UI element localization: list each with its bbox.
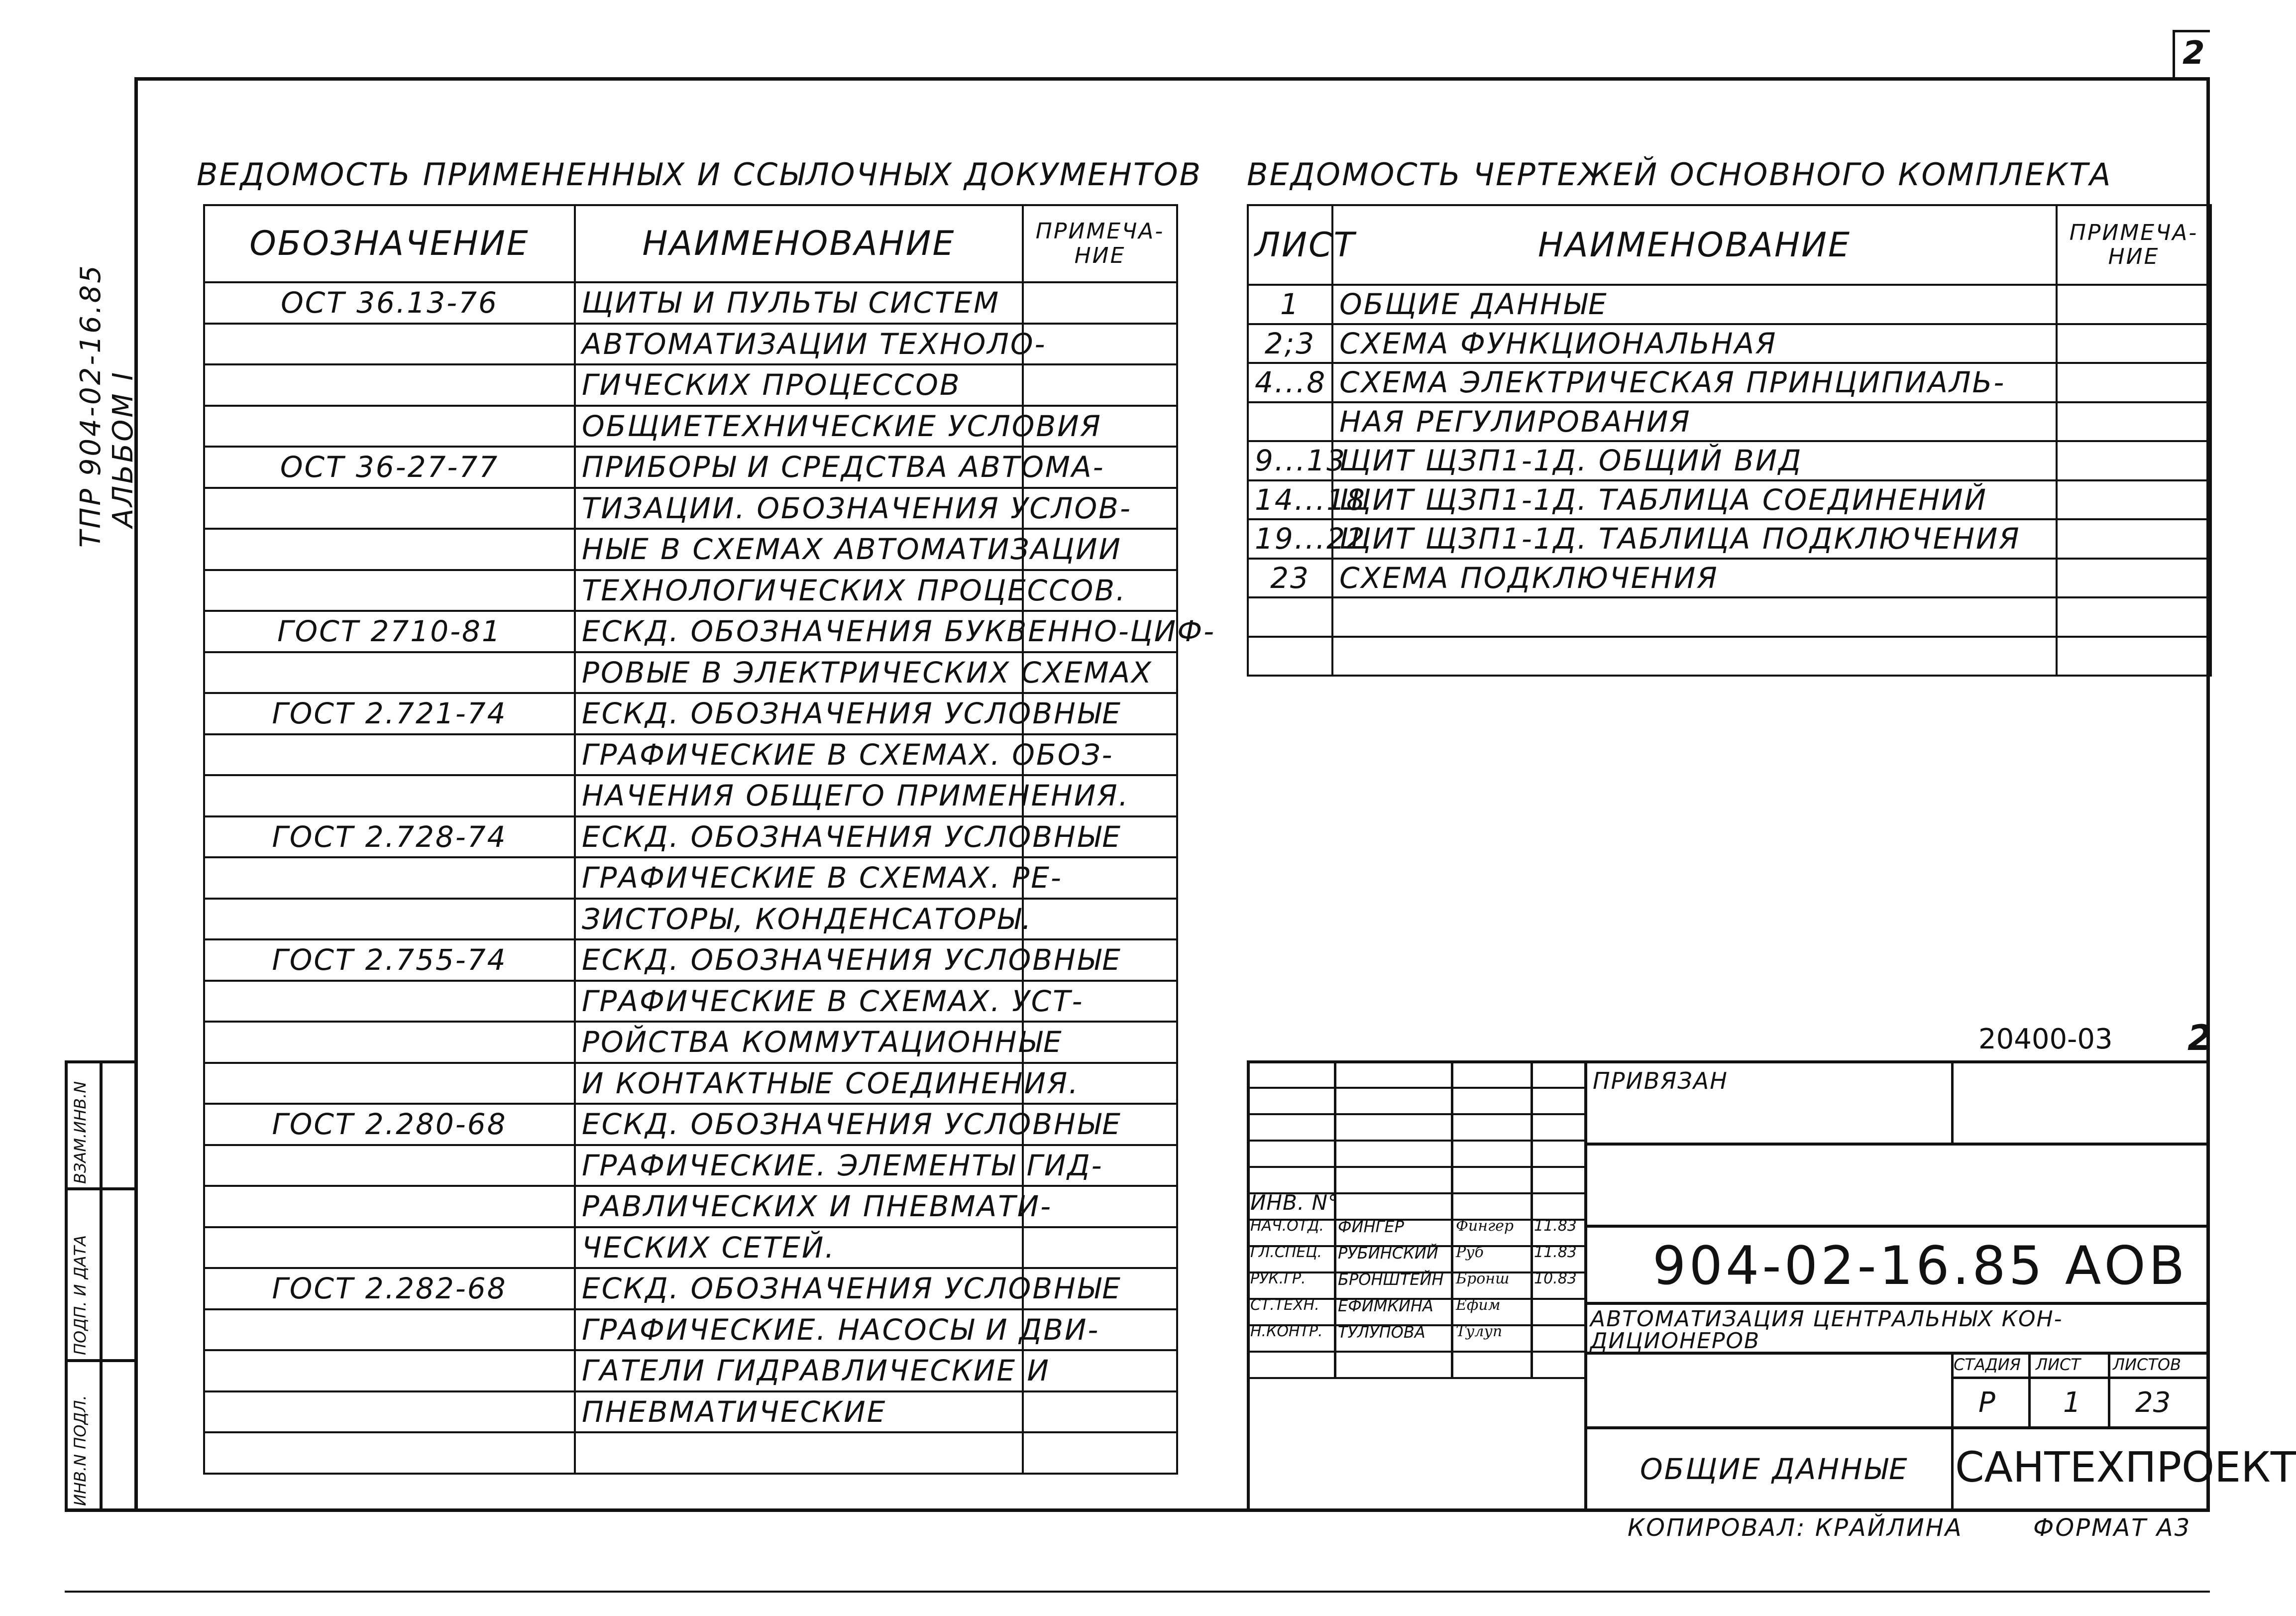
table-row (204, 857, 1177, 899)
table-row (204, 981, 1177, 1022)
table-cell (2057, 363, 2211, 402)
table-row (1248, 519, 2211, 559)
signature-name: ТУЛУПОВА (1338, 1323, 1425, 1342)
frame-top (134, 77, 2210, 81)
table-cell (204, 652, 575, 693)
table-cell (1248, 597, 1332, 637)
table-header-row (1248, 205, 2211, 285)
table-row (204, 899, 1177, 940)
table-row (204, 570, 1177, 611)
table-cell: ГОСТ 2710-81 (204, 611, 575, 652)
table-cell: ГОСТ 2.721-74 (204, 693, 575, 734)
tb-grid-row-line (1247, 1087, 1585, 1089)
table-cell: 2;3 (1248, 324, 1332, 363)
table-cell (204, 1186, 575, 1227)
signature-date: 10.83 (1534, 1270, 1577, 1287)
format: ФОРМАТ А3 (2033, 1514, 2191, 1542)
sheet-ref: 2 (2187, 1018, 2212, 1058)
table-cell: 9...13 (1248, 441, 1332, 480)
table-cell (2057, 441, 2211, 480)
side-stamp-line2: АЛЬБОМ I (107, 370, 139, 528)
tb-h-stage-labels (1951, 1377, 2210, 1379)
table-row (204, 1309, 1177, 1351)
table-row (204, 734, 1177, 776)
table-cell: РОЙСТВА КОММУТАЦИОННЫЕ (575, 1022, 1023, 1063)
table-cell: ЩИТЫ И ПУЛЬТЫ СИСТЕМ (575, 282, 1023, 324)
signature-date: 11.83 (1534, 1217, 1577, 1235)
table-row (204, 1391, 1177, 1433)
signature-role: Н.КОНТР. (1250, 1323, 1323, 1340)
table-cell (1023, 282, 1177, 324)
table-cell (1023, 1227, 1177, 1269)
table-cell: ЕСКД. ОБОЗНАЧЕНИЯ УСЛОВНЫЕ (575, 816, 1023, 858)
table-cell: ЗИСТОРЫ, КОНДЕНСАТОРЫ. (575, 899, 1023, 940)
table-cell (1023, 899, 1177, 940)
table-cell: ОСТ 36.13-76 (204, 282, 575, 324)
signature-role: НАЧ.ОТД. (1250, 1217, 1324, 1235)
sheets-label: ЛИСТОВ (2113, 1355, 2182, 1374)
table-cell: ГАТЕЛИ ГИДРАВЛИЧЕСКИЕ И (575, 1350, 1023, 1391)
table-cell (204, 734, 575, 776)
table-cell: ГОСТ 2.282-68 (204, 1268, 575, 1309)
table-cell (204, 1145, 575, 1186)
table-cell: ЩИТ ЩЗП1-1Д. ОБЩИЙ ВИД (1332, 441, 2057, 480)
table-cell: ГОСТ 2.755-74 (204, 939, 575, 981)
table-cell (204, 981, 575, 1022)
table-row (1248, 559, 2211, 598)
table-cell: ГРАФИЧЕСКИЕ. ЭЛЕМЕНТЫ ГИД- (575, 1145, 1023, 1186)
table-cell: 23 (1248, 559, 1332, 598)
table-cell: 19...22 (1248, 519, 1332, 559)
table-cell: ГРАФИЧЕСКИЕ В СХЕМАХ. УСТ- (575, 981, 1023, 1022)
table-cell: АВТОМАТИЗАЦИИ ТЕХНОЛО- (575, 324, 1023, 365)
table-row (204, 816, 1177, 858)
frame-left (134, 77, 138, 1511)
left-strip-div2 (65, 1359, 137, 1362)
tb-h-privyazan (1584, 1143, 2210, 1146)
drawings-title: ВЕДОМОСТЬ ЧЕРТЕЖЕЙ ОСНОВНОГО КОМПЛЕКТА (1247, 156, 2112, 193)
left-strip-div1 (65, 1187, 137, 1190)
table-row (204, 406, 1177, 447)
table-row (204, 1268, 1177, 1309)
table-cell: 4...8 (1248, 363, 1332, 402)
table-row (204, 693, 1177, 734)
signature-name: РУБИНСКИЙ (1338, 1244, 1438, 1263)
table-cell: НАЯ РЕГУЛИРОВАНИЯ (1332, 402, 2057, 442)
table-cell: СХЕМА ЭЛЕКТРИЧЕСКАЯ ПРИНЦИПИАЛЬ- (1332, 363, 2057, 402)
tb-grid-row-line (1247, 1113, 1585, 1115)
table-cell: РАВЛИЧЕСКИХ И ПНЕВМАТИ- (575, 1186, 1023, 1227)
tb-grid-row-line (1247, 1351, 1585, 1353)
tb-grid-row-line (1247, 1377, 1585, 1379)
table-row (204, 652, 1177, 693)
table-cell (204, 1022, 575, 1063)
table-row (204, 1145, 1177, 1186)
table-cell (204, 1227, 575, 1269)
table-cell (204, 1432, 575, 1474)
tb-h-desig-top (1584, 1225, 2210, 1228)
signature-date: 11.83 (1534, 1244, 1577, 1261)
table-cell (2057, 559, 2211, 598)
inv-no-label: ИНВ. N° (1250, 1190, 1339, 1215)
table-row (204, 1227, 1177, 1269)
applied-docs-title: ВЕДОМОСТЬ ПРИМЕНЕННЫХ И ССЫЛОЧНЫХ ДОКУМЕНТОВ (197, 156, 1203, 193)
table-row (204, 1350, 1177, 1391)
signature-role: СТ.ТЕХН. (1250, 1296, 1319, 1314)
table-cell (1023, 1391, 1177, 1433)
project-code: 20400-03 (1978, 1023, 2113, 1055)
table-cell (1023, 1432, 1177, 1474)
object-name (1590, 1308, 2202, 1352)
table-row (204, 364, 1177, 406)
table-row (1248, 441, 2211, 480)
table-cell (204, 406, 575, 447)
table-cell (204, 899, 575, 940)
table-row (1248, 480, 2211, 520)
applied-docs-table (203, 204, 1216, 1475)
table-row (204, 611, 1177, 652)
table-cell: И КОНТАКТНЫЕ СОЕДИНЕНИЯ. (575, 1063, 1023, 1104)
table-cell: СХЕМА ПОДКЛЮЧЕНИЯ (1332, 559, 2057, 598)
column-header: НАИМЕНОВАНИЕ (575, 205, 1023, 282)
table-row (204, 447, 1177, 488)
table-cell: ГИЧЕСКИХ ПРОЦЕССОВ (575, 364, 1023, 406)
table-cell (2057, 519, 2211, 559)
tb-h-desig-bot (1584, 1302, 2210, 1305)
signature-mark: Тулуп (1456, 1323, 1503, 1340)
table-cell: ЕСКД. ОБОЗНАЧЕНИЯ УСЛОВНЫЕ (575, 1268, 1023, 1309)
table-cell: СХЕМА ФУНКЦИОНАЛЬНАЯ (1332, 324, 2057, 363)
table-row (204, 1063, 1177, 1104)
table-row (204, 1104, 1177, 1145)
table-cell: ЩИТ ЩЗП1-1Д. ТАБЛИЦА ПОДКЛЮЧЕНИЯ (1332, 519, 2057, 559)
table-cell (204, 1063, 575, 1104)
table-row (204, 775, 1177, 816)
table-cell (1248, 637, 1332, 676)
table-cell (204, 857, 575, 899)
tb-h-stage-values (1584, 1426, 2210, 1429)
frame-bottom (65, 1508, 2210, 1512)
table-cell (204, 488, 575, 529)
tb-col-sheet (2028, 1352, 2031, 1429)
table-cell: ЩИТ ЩЗП1-1Д. ТАБЛИЦА СОЕДИНЕНИЙ (1332, 480, 2057, 520)
table-cell: ЧЕСКИХ СЕТЕЙ. (575, 1227, 1023, 1269)
table-cell: ОБЩИЕТЕХНИЧЕСКИЕ УСЛОВИЯ (575, 406, 1023, 447)
table-row (204, 324, 1177, 365)
tb-top (1247, 1060, 2210, 1063)
table-cell: ГОСТ 2.728-74 (204, 816, 575, 858)
table-row (204, 1432, 1177, 1474)
sheet-value: 1 (2063, 1386, 2081, 1419)
sheet-number: 2 (2183, 35, 2205, 72)
sheet-label: ЛИСТ (2036, 1355, 2080, 1374)
side-stamp-line1: ТПР 904-02-16.85 (75, 263, 107, 548)
table-cell (204, 529, 575, 570)
table-row (204, 488, 1177, 529)
table-row (1248, 285, 2211, 324)
table-cell: ОСТ 36-27-77 (204, 447, 575, 488)
table-cell: ЕСКД. ОБОЗНАЧЕНИЯ БУКВЕННО-ЦИФ- (575, 611, 1023, 652)
tb-col-d (1584, 1060, 1587, 1511)
table-cell: ЕСКД. ОБОЗНАЧЕНИЯ УСЛОВНЫЕ (575, 693, 1023, 734)
signature-name: БРОНШТЕЙН (1338, 1270, 1444, 1289)
sheet-number-box-left (2173, 30, 2175, 80)
signature-mark: Бронш (1456, 1270, 1510, 1287)
table-cell: НЫЕ В СХЕМАХ АВТОМАТИЗАЦИИ (575, 529, 1023, 570)
column-header: НАИМЕНОВАНИЕ (1332, 205, 2057, 285)
table-row (1248, 637, 2211, 676)
table-cell (204, 1391, 575, 1433)
left-strip-podp: ПОДП. И ДАТА (71, 1235, 90, 1355)
table-cell: ГРАФИЧЕСКИЕ. НАСОСЫ И ДВИ- (575, 1309, 1023, 1351)
table-cell (2057, 480, 2211, 520)
signature-mark: Руб (1456, 1244, 1484, 1261)
tb-left (1247, 1060, 1250, 1511)
table-cell (204, 1350, 575, 1391)
tb-grid-row-line (1247, 1166, 1585, 1168)
table-cell: ТИЗАЦИИ. ОБОЗНАЧЕНИЯ УСЛОВ- (575, 488, 1023, 529)
table-cell: 14...18 (1248, 480, 1332, 520)
left-strip-mid (100, 1060, 103, 1511)
table-cell: НАЧЕНИЯ ОБЩЕГО ПРИМЕНЕНИЯ. (575, 775, 1023, 816)
signature-mark: Фингер (1456, 1217, 1514, 1235)
table-cell: ГОСТ 2.280-68 (204, 1104, 575, 1145)
copied-by: КОПИРОВАЛ: КРАЙЛИНА (1628, 1514, 1963, 1542)
table-header-row (204, 205, 1177, 282)
tb-col-stage (1951, 1352, 1954, 1511)
table-cell: ПРИБОРЫ И СРЕДСТВА АВТОМА- (575, 447, 1023, 488)
signature-role: РУК.ГР. (1250, 1270, 1306, 1287)
sheets-value: 23 (2135, 1386, 2171, 1419)
table-cell: ГРАФИЧЕСКИЕ В СХЕМАХ. РЕ- (575, 857, 1023, 899)
tb-col-sheets (2108, 1352, 2110, 1429)
stage-label: СТАДИЯ (1954, 1355, 2021, 1374)
tb-grid-row-line (1247, 1140, 1585, 1142)
signature-role: ГЛ.СПЕЦ. (1250, 1244, 1322, 1261)
table-cell (2057, 637, 2211, 676)
sheet-number-box-top (2173, 30, 2210, 32)
table-row (1248, 402, 2211, 442)
table-cell (1332, 637, 2057, 676)
left-strip-vzam: ВЗАМ.ИНВ.N (71, 1081, 90, 1184)
left-strip-outer (65, 1060, 68, 1511)
organization: САНТЕХПРОЕКТ (1955, 1443, 2296, 1492)
table-row (1248, 597, 2211, 637)
table-cell (204, 364, 575, 406)
table-row (204, 1186, 1177, 1227)
signature-mark: Ефим (1456, 1296, 1501, 1314)
table-cell: РОВЫЕ В ЭЛЕКТРИЧЕСКИХ СХЕМАХ (575, 652, 1023, 693)
table-cell (1248, 402, 1332, 442)
table-cell (204, 775, 575, 816)
designation: 904-02-16.85 АОВ (1652, 1235, 2188, 1296)
bottom-copy-line (65, 1591, 2210, 1593)
column-header: ЛИСТ (1248, 205, 1332, 285)
table-row (1248, 363, 2211, 402)
table-cell: ЕСКД. ОБОЗНАЧЕНИЯ УСЛОВНЫЕ (575, 1104, 1023, 1145)
table-cell (204, 570, 575, 611)
table-cell (1023, 364, 1177, 406)
table-cell: ЕСКД. ОБОЗНАЧЕНИЯ УСЛОВНЫЕ (575, 939, 1023, 981)
table-cell (204, 1309, 575, 1351)
privyazan-label: ПРИВЯЗАН (1593, 1067, 1728, 1094)
signature-name: ФИНГЕР (1338, 1217, 1404, 1236)
stage-value: Р (1978, 1386, 1995, 1419)
table-cell (204, 324, 575, 365)
table-cell: ПНЕВМАТИЧЕСКИЕ (575, 1391, 1023, 1433)
table-row (204, 939, 1177, 981)
table-cell (2057, 402, 2211, 442)
left-strip-inv: ИНВ.N ПОДЛ. (71, 1395, 90, 1506)
signature-name: ЕФИМКИНА (1338, 1296, 1433, 1315)
table-row (204, 282, 1177, 324)
table-cell: ОБЩИЕ ДАННЫЕ (1332, 285, 2057, 324)
column-header: ПРИМЕЧА-НИЕ (2057, 205, 2211, 285)
table-cell: ГРАФИЧЕСКИЕ В СХЕМАХ. ОБОЗ- (575, 734, 1023, 776)
drawings-table (1247, 204, 2212, 677)
table-cell (2057, 285, 2211, 324)
column-header: ОБОЗНАЧЕНИЕ (204, 205, 575, 282)
table-cell (1332, 597, 2057, 637)
table-row (1248, 324, 2211, 363)
table-cell: ТЕХНОЛОГИЧЕСКИХ ПРОЦЕССОВ. (575, 570, 1023, 611)
table-cell: 1 (1248, 285, 1332, 324)
table-row (204, 529, 1177, 570)
doc-title: ОБЩИЕ ДАННЫЕ (1640, 1452, 1909, 1486)
table-cell (575, 1432, 1023, 1474)
table-cell (2057, 324, 2211, 363)
table-row (204, 1022, 1177, 1063)
tb-col-privyazan (1951, 1060, 1954, 1143)
table-cell (2057, 597, 2211, 637)
column-header: ПРИМЕЧА-НИЕ (1023, 205, 1177, 282)
object-name-text: АВТОМАТИЗАЦИЯ ЦЕНТРАЛЬНЫХ КОН-ДИЦИОНЕРОВ (1590, 1306, 2063, 1354)
